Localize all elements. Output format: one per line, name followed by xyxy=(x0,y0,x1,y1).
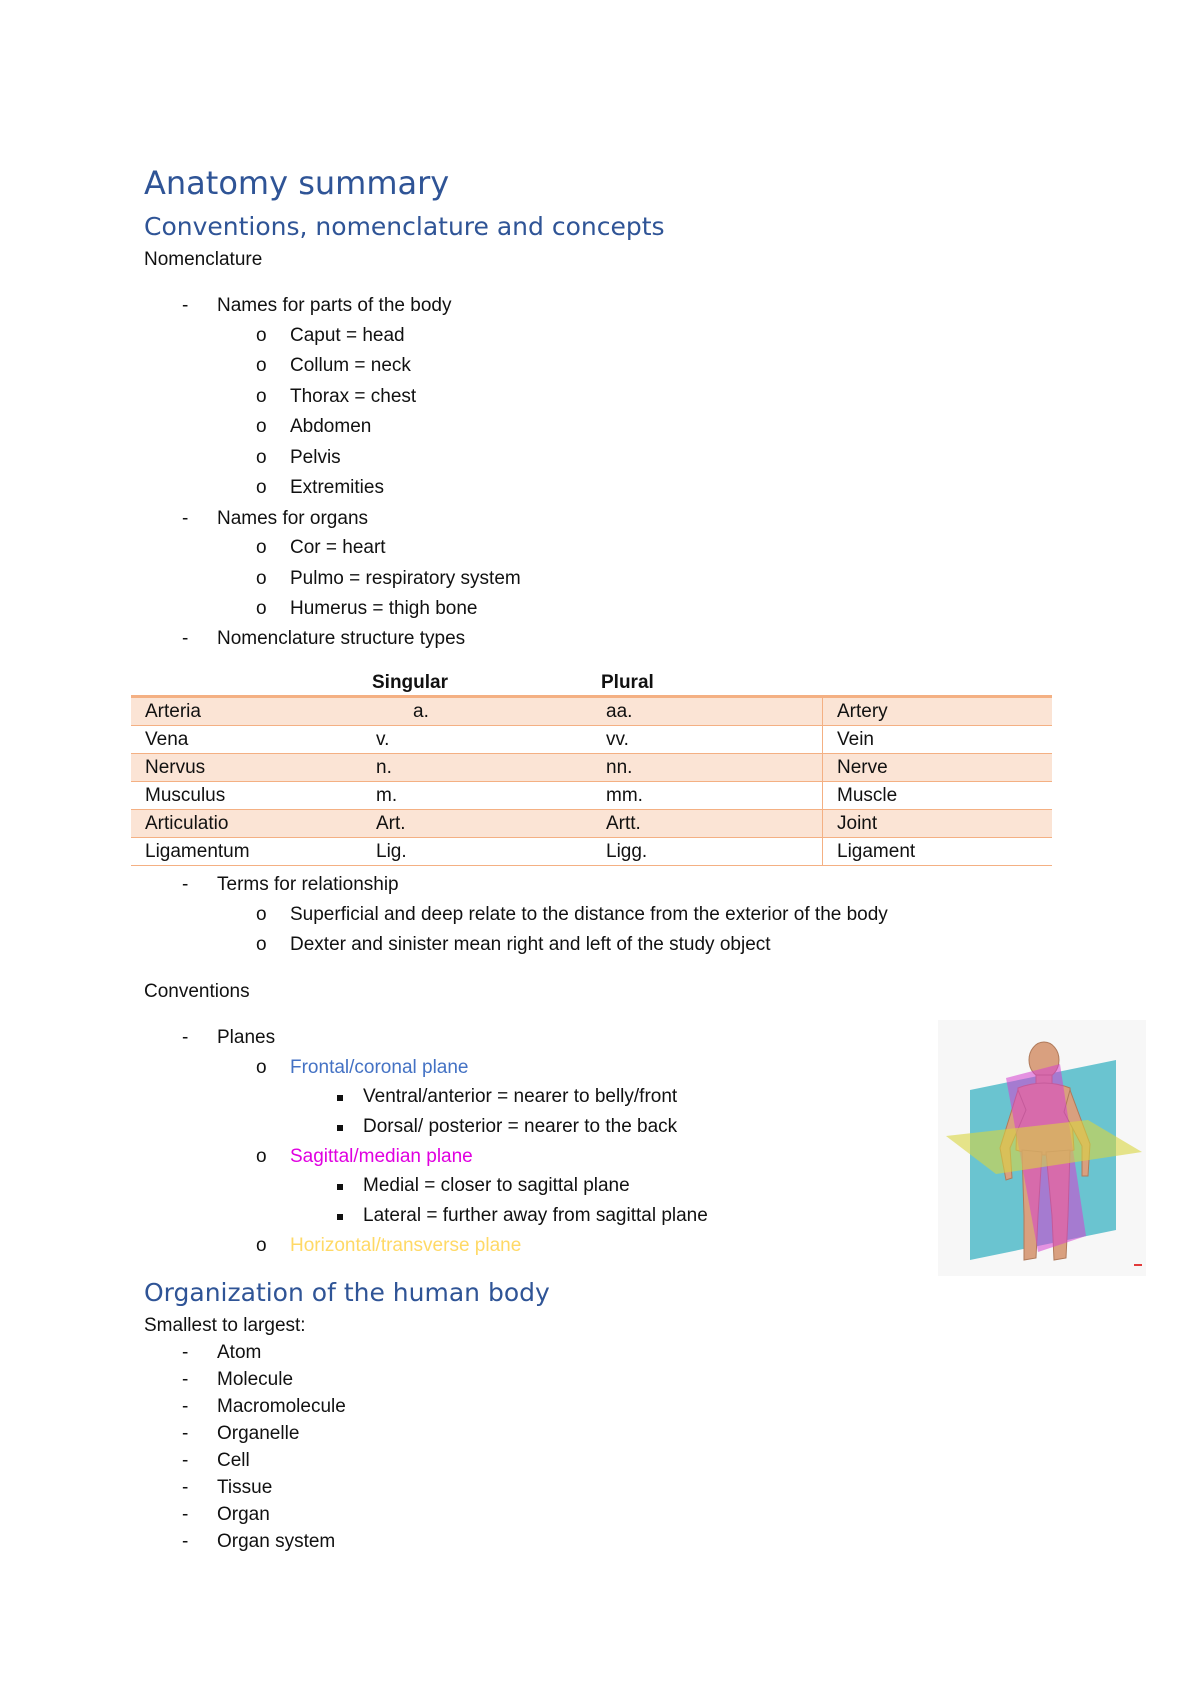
document-title: Anatomy summary xyxy=(144,164,450,202)
table-cell: Joint xyxy=(822,810,1052,837)
list-item: Ventral/anterior = nearer to belly/front xyxy=(363,1086,678,1107)
table-cell: a. xyxy=(413,701,429,722)
list-item: Thorax = chest xyxy=(290,386,417,407)
dash-bullet: - xyxy=(182,874,189,895)
list-item: Molecule xyxy=(217,1369,294,1390)
table-cell: Lig. xyxy=(376,841,407,862)
square-bullet xyxy=(337,1125,343,1131)
table-cell: aa. xyxy=(606,701,633,722)
table-cell: Nerve xyxy=(822,754,1052,781)
list-item: Cor = heart xyxy=(290,537,386,558)
list-item-planes: Planes xyxy=(217,1027,276,1048)
section-heading-conventions: Conventions, nomenclature and concepts xyxy=(144,212,665,241)
table-cell: Art. xyxy=(376,813,406,834)
table-row xyxy=(131,726,1052,754)
circle-bullet: o xyxy=(256,537,267,558)
list-item: Tissue xyxy=(217,1477,273,1498)
list-item: Organ xyxy=(217,1504,270,1525)
table-cell: nn. xyxy=(606,757,633,778)
square-bullet xyxy=(337,1214,343,1220)
circle-bullet: o xyxy=(256,355,267,376)
table-cell: Muscle xyxy=(822,782,1052,809)
dash-bullet: - xyxy=(182,1504,189,1525)
table-cell: Ligament xyxy=(822,838,1052,865)
table-cell: mm. xyxy=(606,785,643,806)
list-item: Abdomen xyxy=(290,416,372,437)
frontal-plane-label: Frontal/coronal plane xyxy=(290,1057,469,1078)
table-row xyxy=(131,838,1052,866)
table-cell: vv. xyxy=(606,729,629,750)
square-bullet xyxy=(337,1184,343,1190)
sagittal-plane-label: Sagittal/median plane xyxy=(290,1146,473,1167)
table-cell: Articulatio xyxy=(145,813,229,834)
table-cell: Vein xyxy=(822,726,1052,753)
list-item-organs: Names for organs xyxy=(217,508,369,529)
human-body-anatomical-planes-icon xyxy=(938,1020,1146,1276)
circle-bullet: o xyxy=(256,904,267,925)
circle-bullet: o xyxy=(256,447,267,468)
table-cell: Nervus xyxy=(145,757,206,778)
circle-bullet: o xyxy=(256,1146,267,1167)
list-item: Humerus = thigh bone xyxy=(290,598,478,619)
dash-bullet: - xyxy=(182,1423,189,1444)
list-item: Caput = head xyxy=(290,325,405,346)
table-cell: Arteria xyxy=(145,701,201,722)
circle-bullet: o xyxy=(256,598,267,619)
list-item-body-parts: Names for parts of the body xyxy=(217,295,452,316)
table-cell: Ligamentum xyxy=(145,841,250,862)
table-header-singular: Singular xyxy=(372,672,449,693)
dash-bullet: - xyxy=(182,1477,189,1498)
circle-bullet: o xyxy=(256,1235,267,1256)
list-item-structure-types: Nomenclature structure types xyxy=(217,628,466,649)
list-item: Superficial and deep relate to the distance from the exterior of the body xyxy=(290,904,888,925)
table-cell: Vena xyxy=(145,729,189,750)
table-cell: v. xyxy=(376,729,390,750)
list-item: Pelvis xyxy=(290,447,341,468)
circle-bullet: o xyxy=(256,1057,267,1078)
dash-bullet: - xyxy=(182,508,189,529)
list-item: Macromolecule xyxy=(217,1396,346,1417)
dash-bullet: - xyxy=(182,1369,189,1390)
list-item-relationship: Terms for relationship xyxy=(217,874,399,895)
table-row xyxy=(131,754,1052,782)
circle-bullet: o xyxy=(256,416,267,437)
dash-bullet: - xyxy=(182,628,189,649)
list-item: Lateral = further away from sagittal plane xyxy=(363,1205,708,1226)
section-heading-organization: Organization of the human body xyxy=(144,1278,550,1307)
dash-bullet: - xyxy=(182,1027,189,1048)
horizontal-plane-label: Horizontal/transverse plane xyxy=(290,1235,522,1256)
dash-bullet: - xyxy=(182,1342,189,1363)
circle-bullet: o xyxy=(256,568,267,589)
list-item: Collum = neck xyxy=(290,355,411,376)
dash-bullet: - xyxy=(182,1396,189,1417)
list-item: Cell xyxy=(217,1450,250,1471)
table-row xyxy=(131,698,1052,726)
circle-bullet: o xyxy=(256,386,267,407)
dash-bullet: - xyxy=(182,1531,189,1552)
circle-bullet: o xyxy=(256,325,267,346)
table-row xyxy=(131,810,1052,838)
dash-bullet: - xyxy=(182,295,189,316)
organization-intro: Smallest to largest: xyxy=(144,1315,306,1336)
list-item: Organ system xyxy=(217,1531,336,1552)
table-row xyxy=(131,782,1052,810)
list-item: Dexter and sinister mean right and left of the study object xyxy=(290,934,771,955)
circle-bullet: o xyxy=(256,934,267,955)
list-item: Organelle xyxy=(217,1423,300,1444)
table-cell: Musculus xyxy=(145,785,226,806)
table-cell: n. xyxy=(376,757,392,778)
list-item: Medial = closer to sagittal plane xyxy=(363,1175,630,1196)
square-bullet xyxy=(337,1095,343,1101)
table-cell: Artery xyxy=(822,698,1052,725)
anatomical-planes-figure xyxy=(938,1020,1146,1276)
circle-bullet: o xyxy=(256,477,267,498)
list-item: Extremities xyxy=(290,477,384,498)
table-cell: Ligg. xyxy=(606,841,648,862)
list-item: Atom xyxy=(217,1342,262,1363)
dash-bullet: - xyxy=(182,1450,189,1471)
nomenclature-label: Nomenclature xyxy=(144,249,263,270)
list-item: Pulmo = respiratory system xyxy=(290,568,521,589)
list-item: Dorsal/ posterior = nearer to the back xyxy=(363,1116,678,1137)
table-cell: m. xyxy=(376,785,398,806)
table-header-plural: Plural xyxy=(601,672,654,693)
conventions-label: Conventions xyxy=(144,981,250,1002)
table-cell: Artt. xyxy=(606,813,641,834)
